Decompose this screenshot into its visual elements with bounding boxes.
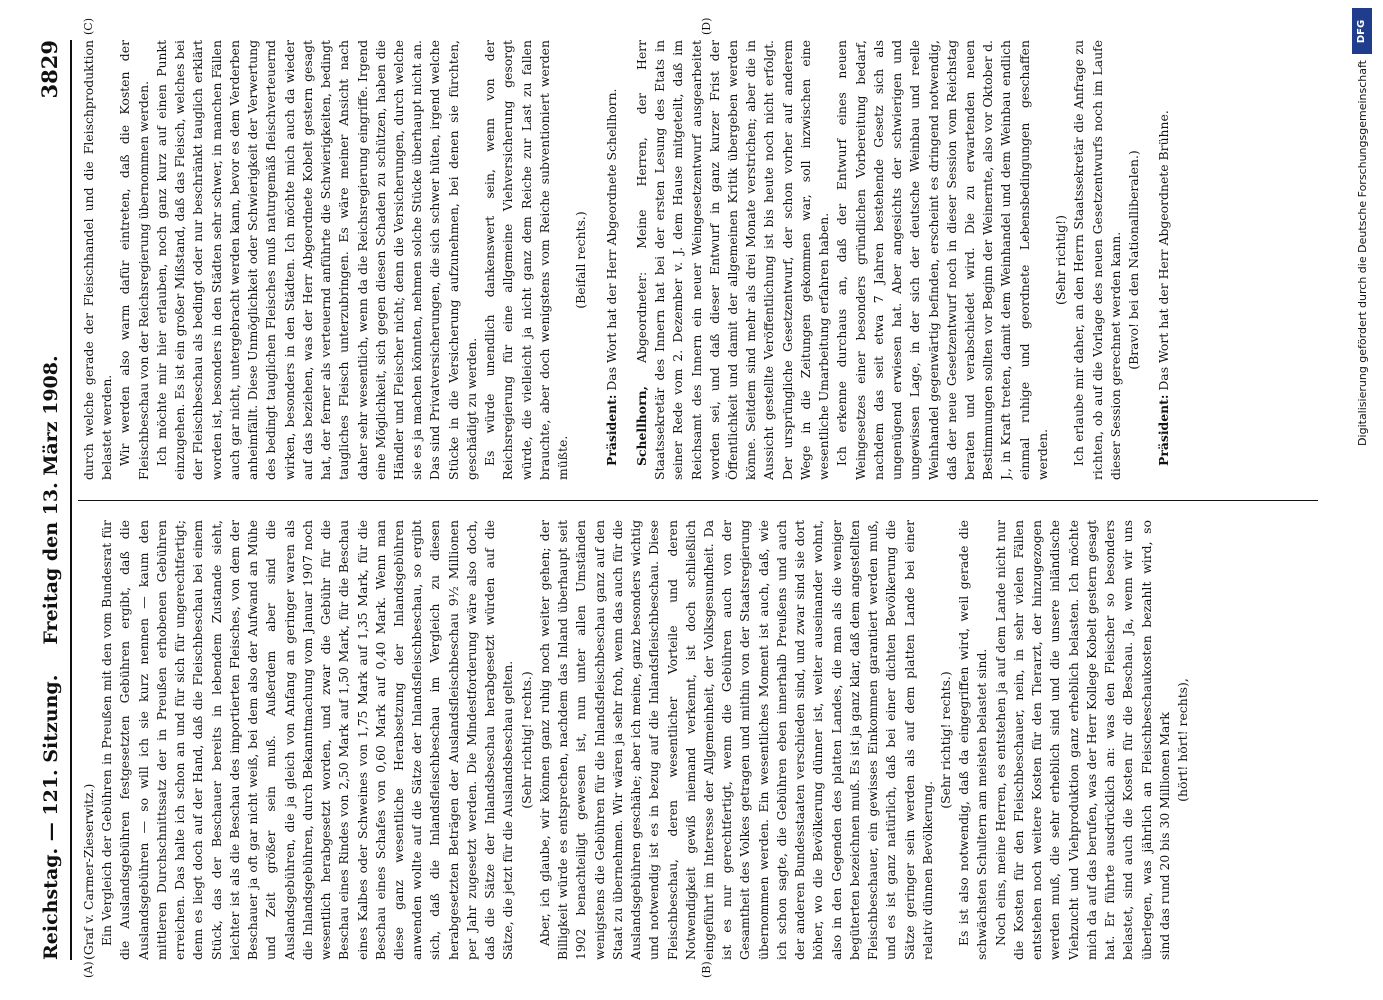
digitization-note [1352, 60, 1374, 940]
paragraph: Aber, ich glaube, wir können ganz ruhig noch weiter gehen; der Billigkeit würde es entsprechen, nachdem das Inland überhaupt seit 1902 benachteiligt gewesen ist, nun unter allen Umständen wenigstens die Gebühren für die Inlandsfleischbeschau ganz auf den Staat zu übernehmen. Wir wären ja sehr froh, wenn das auch für die Auslandsgebühren geschähe; aber ich meine, ganz besonders wichtig und notwendig ist es in bezug auf die Inlandsfleischbeschau. Diese Fleischbeschau, deren wesentlicher Vorteile und deren Notwendigkeit gewiß niemand verkennt, ist doch schließlich eingeführt im Interesse der Allgemeinheit, der Volksgesundheit. Da ist es nur gerechtfertigt, wenn die Gebühren auch von der Gesamtheit des Volkes getragen und mithin von der Staatsregierung übernommen werden. Ein wesentliches Moment ist auch, daß, wie ich schon sagte, die Gebühren eben innerhalb Preußens und auch der anderen Bundesstaaten verschieden sind, und zwar sind sie dort höher, wo die Bevölkerung dünner ist, weiter auseinander wohnt, also in den Gegenden des platten Landes, die man als die weniger begüterten bezeichnen muß. Es ist ja ganz klar, daß dem angestellten Fleischbeschauer, ein gewisses Einkommen garantiert werden muß, und es ist ganz natürlich, daß bei einer dichten Bevölkerung die Sätze geringer sein werden als auf dem platten Lande bei einer relativ dünnen Bevölkerung. [536, 520, 935, 960]
dfg-logo [1352, 8, 1372, 54]
paragraph: Ich möchte mir hier erlauben, noch ganz kurz auf einen Punkt einzugehen. Es ist ein großer Mißstand, daß das Fleisch, welches bei der Fleischbeschau als bedingt oder nur beschränkt tauglich erklärt worden ist, besonders in den Städten sehr schwer, in manchen Fällen auch gar nicht, untergebracht werden kann, bevor es dem Verderben anheimfällt. Diese Unmöglichkeit oder Schwierigkeit der Verwertung des bedingt tauglichen Fleisches muß naturgemäß fleischverteuernd wirken, besonders in den Städten. Ich möchte mich auch da wieder auf das beziehen, was der Herr Abgeordnete Kobelt gestern gesagt hat, der ferner als verteuernd anführte die Schwierigkeiten, bedingt taugliches Fleisch unterzubringen. Es wäre meiner Ansicht nach daher sehr wesentlich, wenn da die Reichsregierung eingriffe. Irgend eine Möglichkeit, sich gegen diesen Schaden zu schützen, haben die Händler und Fleischer nicht; denn die Versicherungen, durch welche sie es ja machen könnten, nehmen solche Stücke überhaupt nicht an. Das sind Privatversicherungen, die sich schwer hüten, irgend welche Stücke in die Versicherung aufzunehmen, bei denen sie fürchten, geschädigt zu werden. [153, 40, 479, 480]
president-statement [1155, 40, 1173, 480]
margin-marker-d: (D) [700, 17, 713, 35]
interjection: (Beifall rechts.) [573, 211, 589, 309]
speaker-name: Schellhorn, [633, 386, 649, 466]
paragraph: Ein Vergleich der Gebühren in Preußen mit den vom Bundesrat für die Auslandsgebühren festgesetzten Gebühren ergibt, daß die Auslandsgebühren — so will ich sie kurz nennen — kaum den mittleren Durchschnittssatz der in Preußen erhobenen Gebühren erreichen. Das halte ich schon an und für sich für ungerechtfertigt; denn es liegt doch auf der Hand, daß die Fleischbeschau bei einem Stück, das der Beschauer bereits in lebendem Zustande sieht, leichter ist als die Beschau des importierten Fleisches, von dem der Beschauer ja oft gar nicht weiß, bei dem also der Aufwand an Mühe und Zeit größer sein muß. Außerdem aber sind die Auslandsgebühren, die ja gleich von Anfang an geringer waren als die Inlandsgebühren, durch Bekanntmachung vom Januar 1907 noch wesentlich herabgesetzt worden, und zwar die Gebühr für die Beschau eines Rindes von 2,50 Mark auf 1,50 Mark, für die Beschau eines Kalbes oder Schweines von 1,75 Mark auf 1,35 Mark, für die Beschau eines Schafes von 0,60 Mark auf 0,40 Mark. Wenn man diese ganz wesentliche Herabsetzung der Inlandsgebühren anwenden wollte auf die Sätze der Inlandsfleischbeschau, so ergibt sich, daß die Inlandsfleischbeschau im Vergleich zu diesen herabgesetzten Beträgen der Auslandsfleischbeschau 9½ Millionen per Jahr zugesetzt werden. Die Mindestforderung wäre also doch, daß die Sätze der Inlandsbeschau herabgesetzt würden auf die Sätze, die jetzt für die Auslandsbeschau gelten. [99, 520, 516, 960]
header-page-number: 3829 [37, 39, 62, 99]
speaker-reference: (Graf v. Carmer-Zieserwitz.) [81, 783, 96, 960]
left-column [80, 520, 1320, 960]
margin-marker-c: (C) [82, 18, 95, 35]
header-session: Reichstag. — 121. Sitzung. [40, 674, 62, 960]
interjection: (hört! hört! rechts), [1175, 678, 1191, 802]
president-text: Das Wort hat der Herr Abgeordnete Brühne. [1156, 110, 1172, 391]
paragraph: Es würde unendlich dankenswert sein, wenn von der Reichsregierung für eine allgemeine Viehversicherung gesorgt würde, die vielleicht ja nicht ganz dem Reiche zur Last zu fallen brauchte, aber doch wenigstens vom Reiche subventioniert werden müßte. [482, 40, 571, 480]
president-text: Das Wort hat der Herr Abgeordnete Schellhorn. [603, 88, 619, 391]
column-divider [78, 500, 1318, 501]
header-date: Freitag den 13. März 1908. [40, 355, 62, 645]
margin-marker-a: (A) [82, 961, 95, 978]
paragraph: Ich erkenne durchaus an, daß der Entwurf eines neuen Weingesetzes einer besonders gründlichen Vorbereitung bedarf, nachdem das seit etwa 7 Jahren bestehende Gesetz sich als ungenügend erwiesen hat. Aber angesichts der schwierigen und ungewissen Lage, in der sich der deutsche Weinbau und reelle Weinhandel gegenwärtig befinden, erscheint es dringend notwendig, daß der neue Gesetzentwurf noch in dieser Session vom Reichstag beraten und verabschiedet wird. Die zu erwartenden neuen Bestimmungen sollten vor Beginn der Weinernte, also vor Oktober d. J., in Kraft treten, damit dem Weinhandel und dem Weinbau endlich einmal ruhige und geordnete Lebensbedingungen geschaffen werden. [834, 40, 1050, 480]
interjection: (Sehr richtig! rechts.) [518, 671, 534, 809]
president-label: Präsident: [603, 394, 619, 466]
interjection: (Sehr richtig!) [1053, 215, 1069, 305]
interjection: (Bravo! bei den Nationalliberalen.) [1126, 150, 1142, 370]
header-rule [70, 40, 72, 960]
paragraph: Wir werden also warm dafür eintreten, daß die Kosten der Fleischbeschau von der Reichsregierung übernommen werden. [117, 40, 151, 480]
paragraph: durch welche gerade der Fleischhandel und die Fleischproduktion belastet werden. [81, 40, 115, 480]
rotated-newspaper-page [20, 17, 1340, 980]
president-label: Präsident: [1156, 394, 1172, 466]
speech [633, 40, 834, 480]
paragraph: Ich erlaube mir daher, an den Herrn Staatssekretär die Anfrage zu richten, ob auf die Vorlage des neuen Gesetzentwurfs noch im Laufe dieser Session gerechnet werden kann. [1071, 40, 1123, 480]
digitization-note-text: Digitalisierung gefördert durch die Deutsche Forschungsgemeinschaft [1356, 60, 1369, 446]
president-statement [603, 40, 621, 480]
speech-text: Abgeordneter: Meine Herren, der Herr Staatssekretär des Innern hat bei der ersten Lesung des Etats in seiner Rede vom 2. Dezember v. J. dem Hause mitgeteilt, daß im Reichsamt des Innern ein neuer Weingesetzentwurf ausgearbeitet worden sei, und daß dieser Entwurf in ganz kurzer Frist der Öffentlichkeit und damit der allgemeinen Kritik übergeben werden könne. Seitdem sind mehr als drei Monate verstrichen; aber die in Aussicht gestellte Veröffentlichung ist bis heute noch nicht erfolgt. Der ursprüngliche Gesetzentwurf, der schon vorher auf anderem Wege in die Zeitungen gekommen war, soll inzwischen eine wesentliche Umarbeitung erfahren haben. [633, 40, 832, 480]
paragraph: Es ist also notwendig, daß da eingegriffen wird, weil gerade die schwächsten Schultern am meisten belastet sind. [956, 520, 990, 960]
dfg-logo-text: DFG [1356, 19, 1368, 43]
interjection: (Sehr richtig! rechts.) [938, 671, 954, 809]
paragraph: Noch eins, meine Herren, es entstehen ja auf dem Lande nicht nur die Kosten für den Fleischbeschauer, nein, in sehr vielen Fällen entstehen noch weitere Kosten für den Tierarzt, der hinzugezogen werden muß, die sehr erheblich sind und die unsere inländische Viehzucht und Viehproduktion ganz erheblich belasten. Ich möchte mich da auf das berufen, was der Herr Kollege Kobelt gestern gesagt hat. Er führte ausdrücklich an: was den Fleischer so besonders belastet, sind auch die Kosten für die Beschau. Ja, wenn wir uns überlegen, was jährlich an Fleischbeschaukosten bezahlt wird, so sind das rund 20 bis 30 Millionen Mark [992, 520, 1172, 960]
page-header [28, 40, 62, 960]
margin-marker-b: (B) [700, 961, 713, 978]
right-column [80, 40, 1320, 480]
